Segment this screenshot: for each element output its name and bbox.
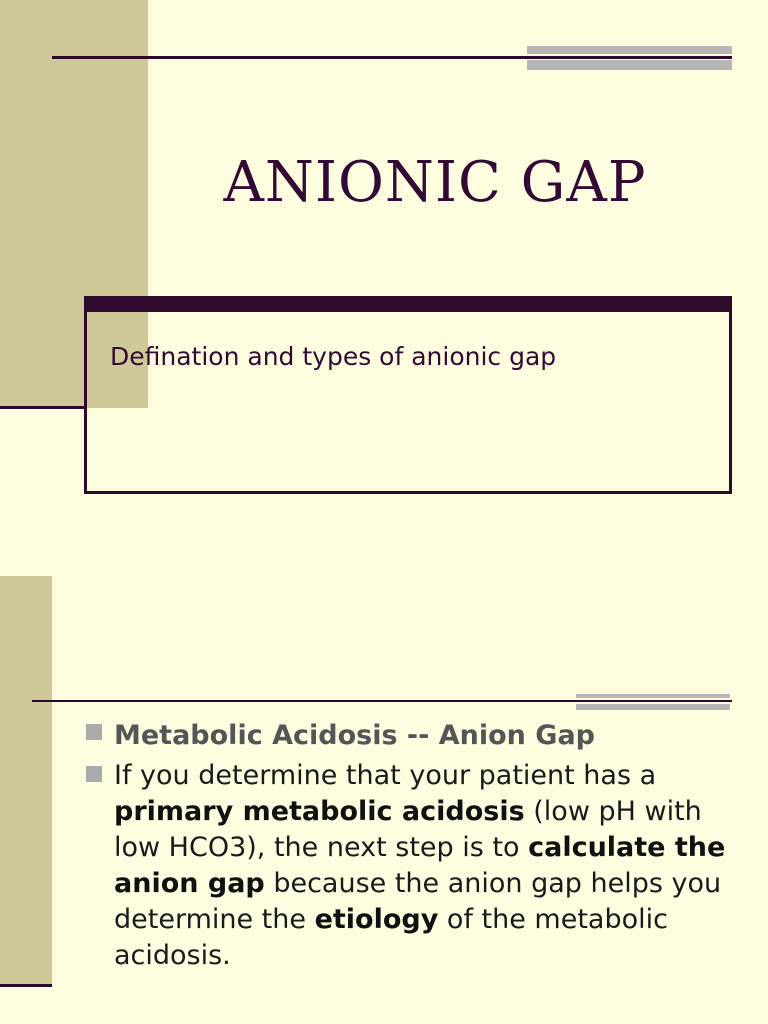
- slide2-gray-accent-2: [576, 704, 730, 710]
- slide2-top-rule: [32, 700, 732, 702]
- bullet-text: because the anion gap helps you determine the: [114, 868, 722, 935]
- bullet-text: of the metabolic acidosis.: [114, 904, 668, 971]
- left-panel-bottom-rule: [0, 406, 84, 409]
- slide2-gray-accent: [576, 694, 730, 698]
- bullet-bold: primary metabolic acidosis: [114, 796, 525, 827]
- top-gray-accent: [527, 46, 732, 54]
- bullet-body: [114, 758, 744, 974]
- left-panel-bottom-rule-2: [0, 984, 52, 987]
- bullet-text: (low pH with low HCO3), the next step is to: [114, 796, 702, 863]
- bullet-bold: etiology: [314, 904, 439, 935]
- top-rule: [52, 56, 732, 59]
- slide-title: ANIONIC GAP: [223, 150, 647, 215]
- bullet-heading: Metabolic Acidosis -- Anion Gap: [114, 720, 595, 751]
- left-olive-panel-2: [0, 576, 52, 986]
- slide-subtitle: Defination and types of anionic gap: [110, 342, 557, 371]
- bullet-square-icon: [86, 766, 102, 782]
- subtitle-box: [84, 296, 732, 494]
- bullet-text: If you determine that your patient has a: [114, 760, 657, 791]
- bullet-bold: calculate the anion gap: [114, 832, 726, 899]
- top-gray-accent-2: [527, 60, 732, 70]
- bullet-square-icon: [86, 724, 102, 740]
